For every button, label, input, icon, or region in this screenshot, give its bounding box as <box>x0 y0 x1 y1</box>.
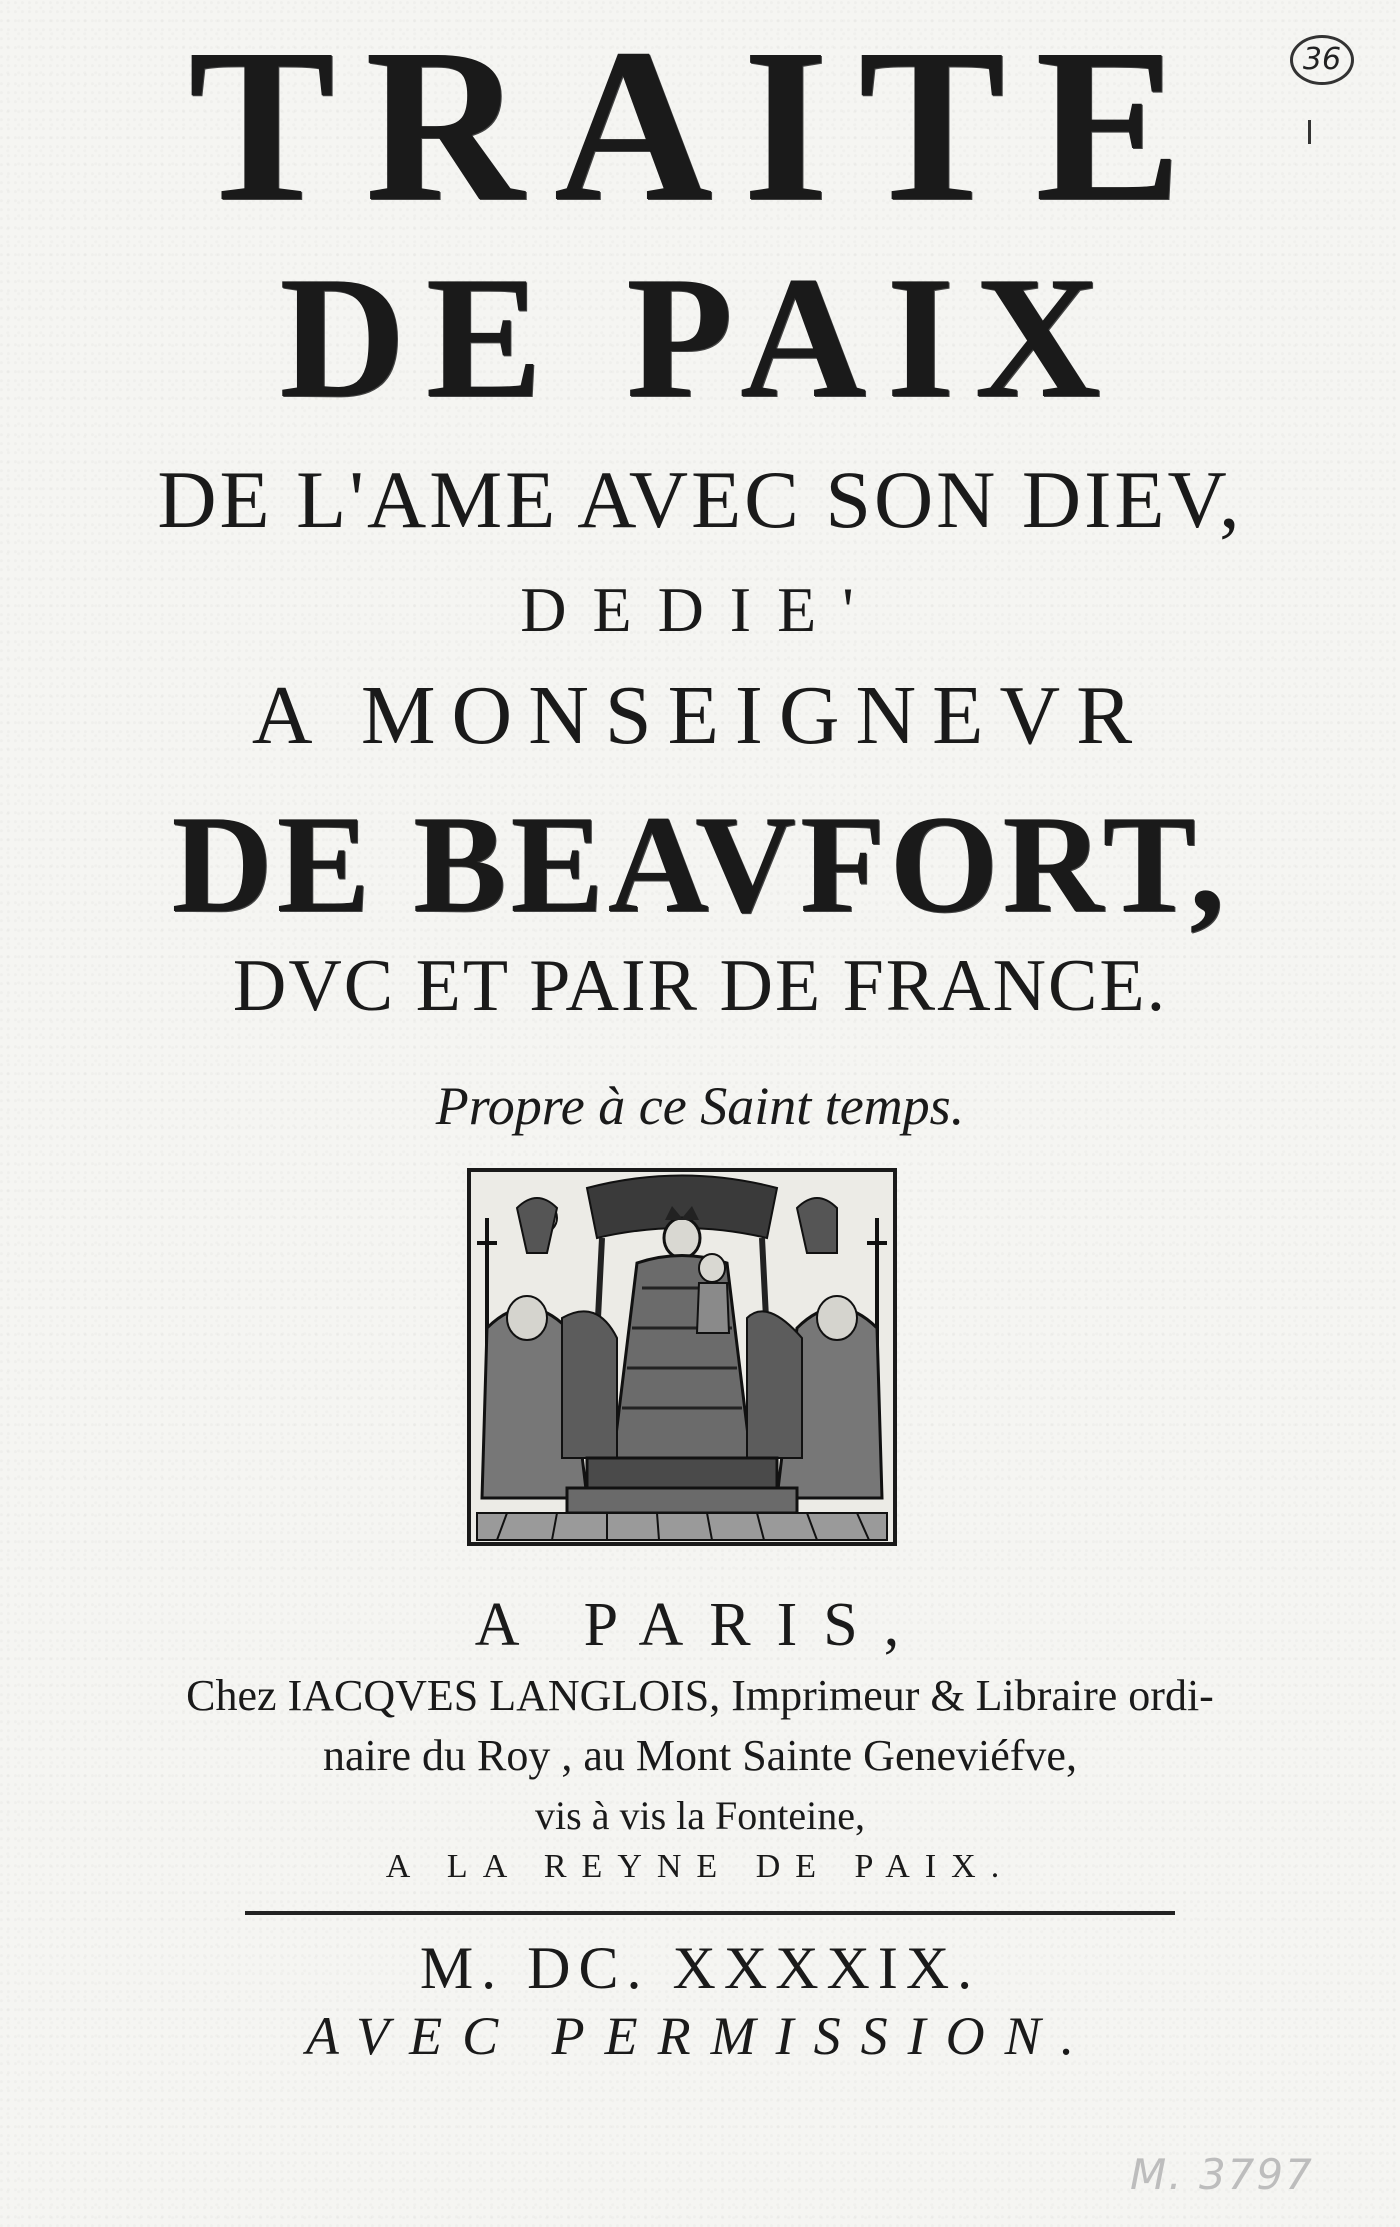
dedicatee-line: A MONSEIGNEVR <box>251 669 1149 762</box>
publication-date: M. DC. XXXXIX. <box>419 1935 981 2001</box>
dedication-line: DEDIE' <box>520 574 880 645</box>
imprint-city: A PARIS, <box>474 1591 926 1659</box>
title-line-de-paix: DE PAIX <box>279 240 1121 434</box>
imprint-address-line: naire du Roy , au Mont Sainte Geneviéfve, <box>323 1731 1077 1780</box>
handwritten-page-number: 36 <box>1290 35 1354 85</box>
dedicatee-title: DVC ET PAIR DE FRANCE. <box>232 945 1168 1027</box>
imprint-sign-line: A LA REYNE DE PAIX. <box>385 1848 1015 1885</box>
dedicatee-name: DE BEAVFORT, <box>171 787 1229 942</box>
handwritten-shelfmark: M. 3797 <box>1130 2150 1314 2199</box>
title-line-traite: TRAITE <box>188 3 1212 247</box>
horizontal-rule <box>245 1911 1175 1915</box>
woodcut-illustration <box>467 1168 897 1546</box>
margin-mark <box>1308 120 1311 144</box>
permission-line: AVEC PERMISSION. <box>305 2006 1095 2066</box>
imprint-printer-line: Chez IACQVES LANGLOIS, Imprimeur & Libraire ordi- <box>186 1671 1214 1720</box>
title-line-de-lame: DE L'AME AVEC SON DIEV, <box>157 454 1243 545</box>
subtitle: Propre à ce Saint temps. <box>435 1076 965 1136</box>
imprint-location-line: vis à vis la Fonteine, <box>535 1793 865 1838</box>
